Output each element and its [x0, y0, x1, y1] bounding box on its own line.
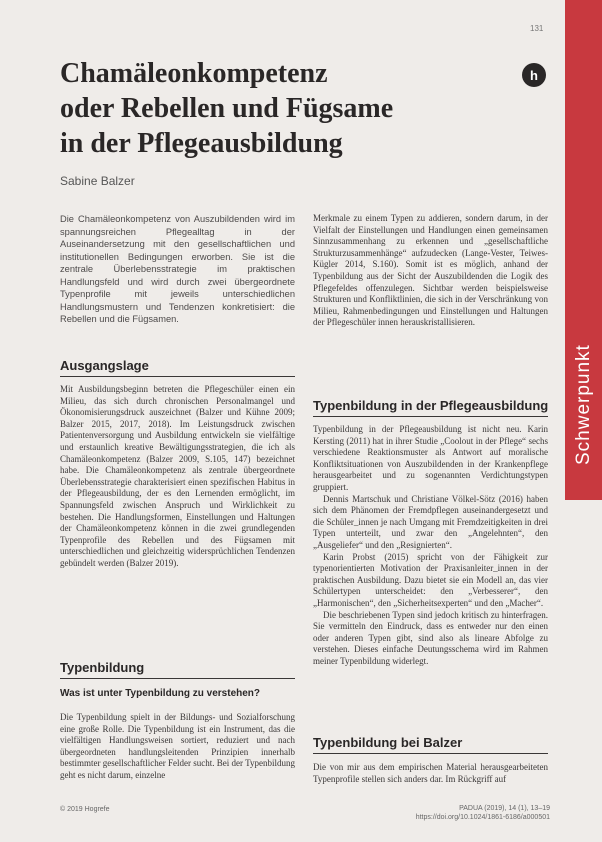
page-number: 131: [530, 24, 544, 33]
heading-typenbildung-balzer-text: Typenbildung bei Balzer: [313, 735, 463, 750]
paragraph: Karin Probst (2015) spricht von der Fähigkeit zur typenorientierten Motivation der Praxisanleiter_innen in der praktischen Ausbildung. Dazu bietet sie ein Modell an, das vier Schülertypen unterscheidet: den „Verbesserer“, den „Harmonischen“, den „Sicherheitsexperten“ und den „Macher“.: [313, 551, 548, 608]
footer-doi-link[interactable]: https://doi.org/10.1024/1861-6186/a000501: [415, 814, 550, 821]
footer-journal: PADUA (2019), 14 (1), 13–19: [459, 805, 550, 812]
section-tab-label: Schwerpunkt: [573, 344, 594, 466]
title-line-3: in der Pflegeausbildung: [60, 128, 343, 159]
typenbildung-pflege-text: [313, 424, 548, 667]
paragraph: Die beschriebenen Typen sind jedoch kritisch zu hinterfragen. Sie vermitteln den Eindruck, dass es entweder nur den einen oder anderen Typen gibt, sind also als lineare Abfolge zu verstehen. Dieses einfache Deutungsschema wird im Rahmen meiner Typenbildung widerlegt.: [313, 609, 548, 666]
author-name: Sabine Balzer: [60, 174, 135, 188]
footer-citation: [400, 804, 550, 822]
typenbildung-text: Die Typenbildung spielt in der Bildungs- und Sozialforschung eine große Rolle. Die Typenbildung ist ein Instrument, das die vielfältigen Handlungsweisen sortiert, reduziert und nach übergeordneten handlungsleitenden Prinzipien innerhalb bestimmter gesellschaftlicher Felder sucht. Bei der Typenbildung geht es nicht darum, einzelne: [60, 712, 295, 780]
heading-rule: [60, 376, 295, 377]
typenbildung-balzer-text: Die von mir aus dem empirischen Material herausgearbeiteten Typenprofile stellen sich anders dar. Im Rückgriff auf: [313, 762, 548, 784]
title-line-1: Chamäleonkompetenz: [60, 58, 328, 89]
heading-typenbildung: [60, 660, 295, 679]
ausgangslage-text: Mit Ausbildungsbeginn betreten die Pflegeschüler einen ein Milieu, das sich durch chronischen Personalmangel und Ökonomisierungsdruck auszeichnet (Balzer und Kühne 2009; Balzer 2015, 2017, 2018). Im Leistungsdruck zwischen Patientenversorgung und Ausbildung entwickeln sie vielfältige und erstaunlich kreative Bewältigungsstrategien, die ich als Chamäleonkompetenz (Balzer 2009, S.105, 147) bezeichnet habe. Die Chamäleonkompetenz als zentrale übergeordnete Überlebensstrategie charakterisiert einen spezifischen Habitus in der Pflegeausbildung, der es den Lernenden ermöglicht, im Spannungsfeld zwischen Anspruch und Wirklichkeit zu bestehen. Die Handlungsformen, Einstellungen und Haltungen der Chamäleonkompetenz können in die zwei grundlegenden Typenprofile des Rebellen und des Fügsamen mit unterschiedlichen und gleichzeitig widersprüchlichen Tendenzen gebündelt werden (Balzer 2019).: [60, 384, 295, 568]
lead-paragraph: Die Chamäleonkompetenz von Auszubildenden wird im spannungsreichen Pflegealltag in der Auseinandersetzung mit den gesellschaftlichen und institutionellen Bedingungen erworben. Sie ist die zentrale Überlebensstrategie im praktischen Handlungsfeld und wird durch zwei übergeordnete Typenprofile mit jeweils unterschiedlichen Handlungsmustern und Tendenzen konkretisiert: die Rebellen und die Fügsamen.: [60, 214, 295, 324]
title-line-2: oder Rebellen und Fügsame: [60, 93, 394, 124]
paragraph: Dennis Martschuk und Christiane Völkel-Sötz (2016) haben sich dem Phänomen der Fremdpflegen auseinandergesetzt und die Schüler_innen je nach Umgang mit Fremdzeitigkeiten in drei Typen unterteilt, und zwar den „Angelehnten“, den „Ausgeliefer“ und den „Resignierten“.: [313, 493, 548, 550]
publisher-logo-icon: h: [522, 63, 546, 87]
heading-typenbildung-pflege: [313, 398, 548, 417]
paragraph: Typenbildung in der Pflegeausbildung ist nicht neu. Karin Kersting (2011) hat in ihrer Studie „Coolout in der Pflege“ sechs verschiedene Reaktionsmuster als Antwort auf moralische Konfliktsituationen von Auszubildenden in der Krankenpflege herausgearbeitet und zu sogenannten Verdichtungstypen gruppiert.: [313, 424, 548, 492]
article-title: [60, 56, 500, 161]
subheading-typenbildung: Was ist unter Typenbildung zu verstehen?: [60, 688, 261, 699]
heading-typenbildung-balzer: [313, 735, 548, 754]
right-column-continuation: Merkmale zu einem Typen zu addieren, sondern darum, in der Vielfalt der Einstellungen und Handlungen einen gemeinsamen Sinnzusammenhang zu erkennen und „gesellschaftliche Strukturzusammenhänge“ aufzudecken (Lange-Vester, Teiwes-Kügler 2014, S.160). Somit ist es möglich, anhand der Typenbildung aus der Sicht der Auszubildenden die Logik des Pflegefeldes offenzulegen. Sichtbar werden beispielsweise Strukturen und Konfliktlinien, die sich in der Verschränkung von Milieu, Rahmenbedingungen und Einstellungen und Haltungen der Pflegeschüler innen herauskristallisieren.: [313, 213, 548, 328]
heading-rule: [313, 416, 548, 417]
heading-rule: [313, 753, 548, 754]
heading-ausgangslage: [60, 358, 295, 377]
heading-typenbildung-text: Typenbildung: [60, 660, 145, 675]
heading-typenbildung-pflege-text: Typenbildung in der Pflegeausbildung: [313, 398, 549, 413]
heading-rule: [60, 678, 295, 679]
heading-ausgangslage-text: Ausgangslage: [60, 358, 149, 373]
footer-copyright: © 2019 Hogrefe: [60, 806, 110, 813]
